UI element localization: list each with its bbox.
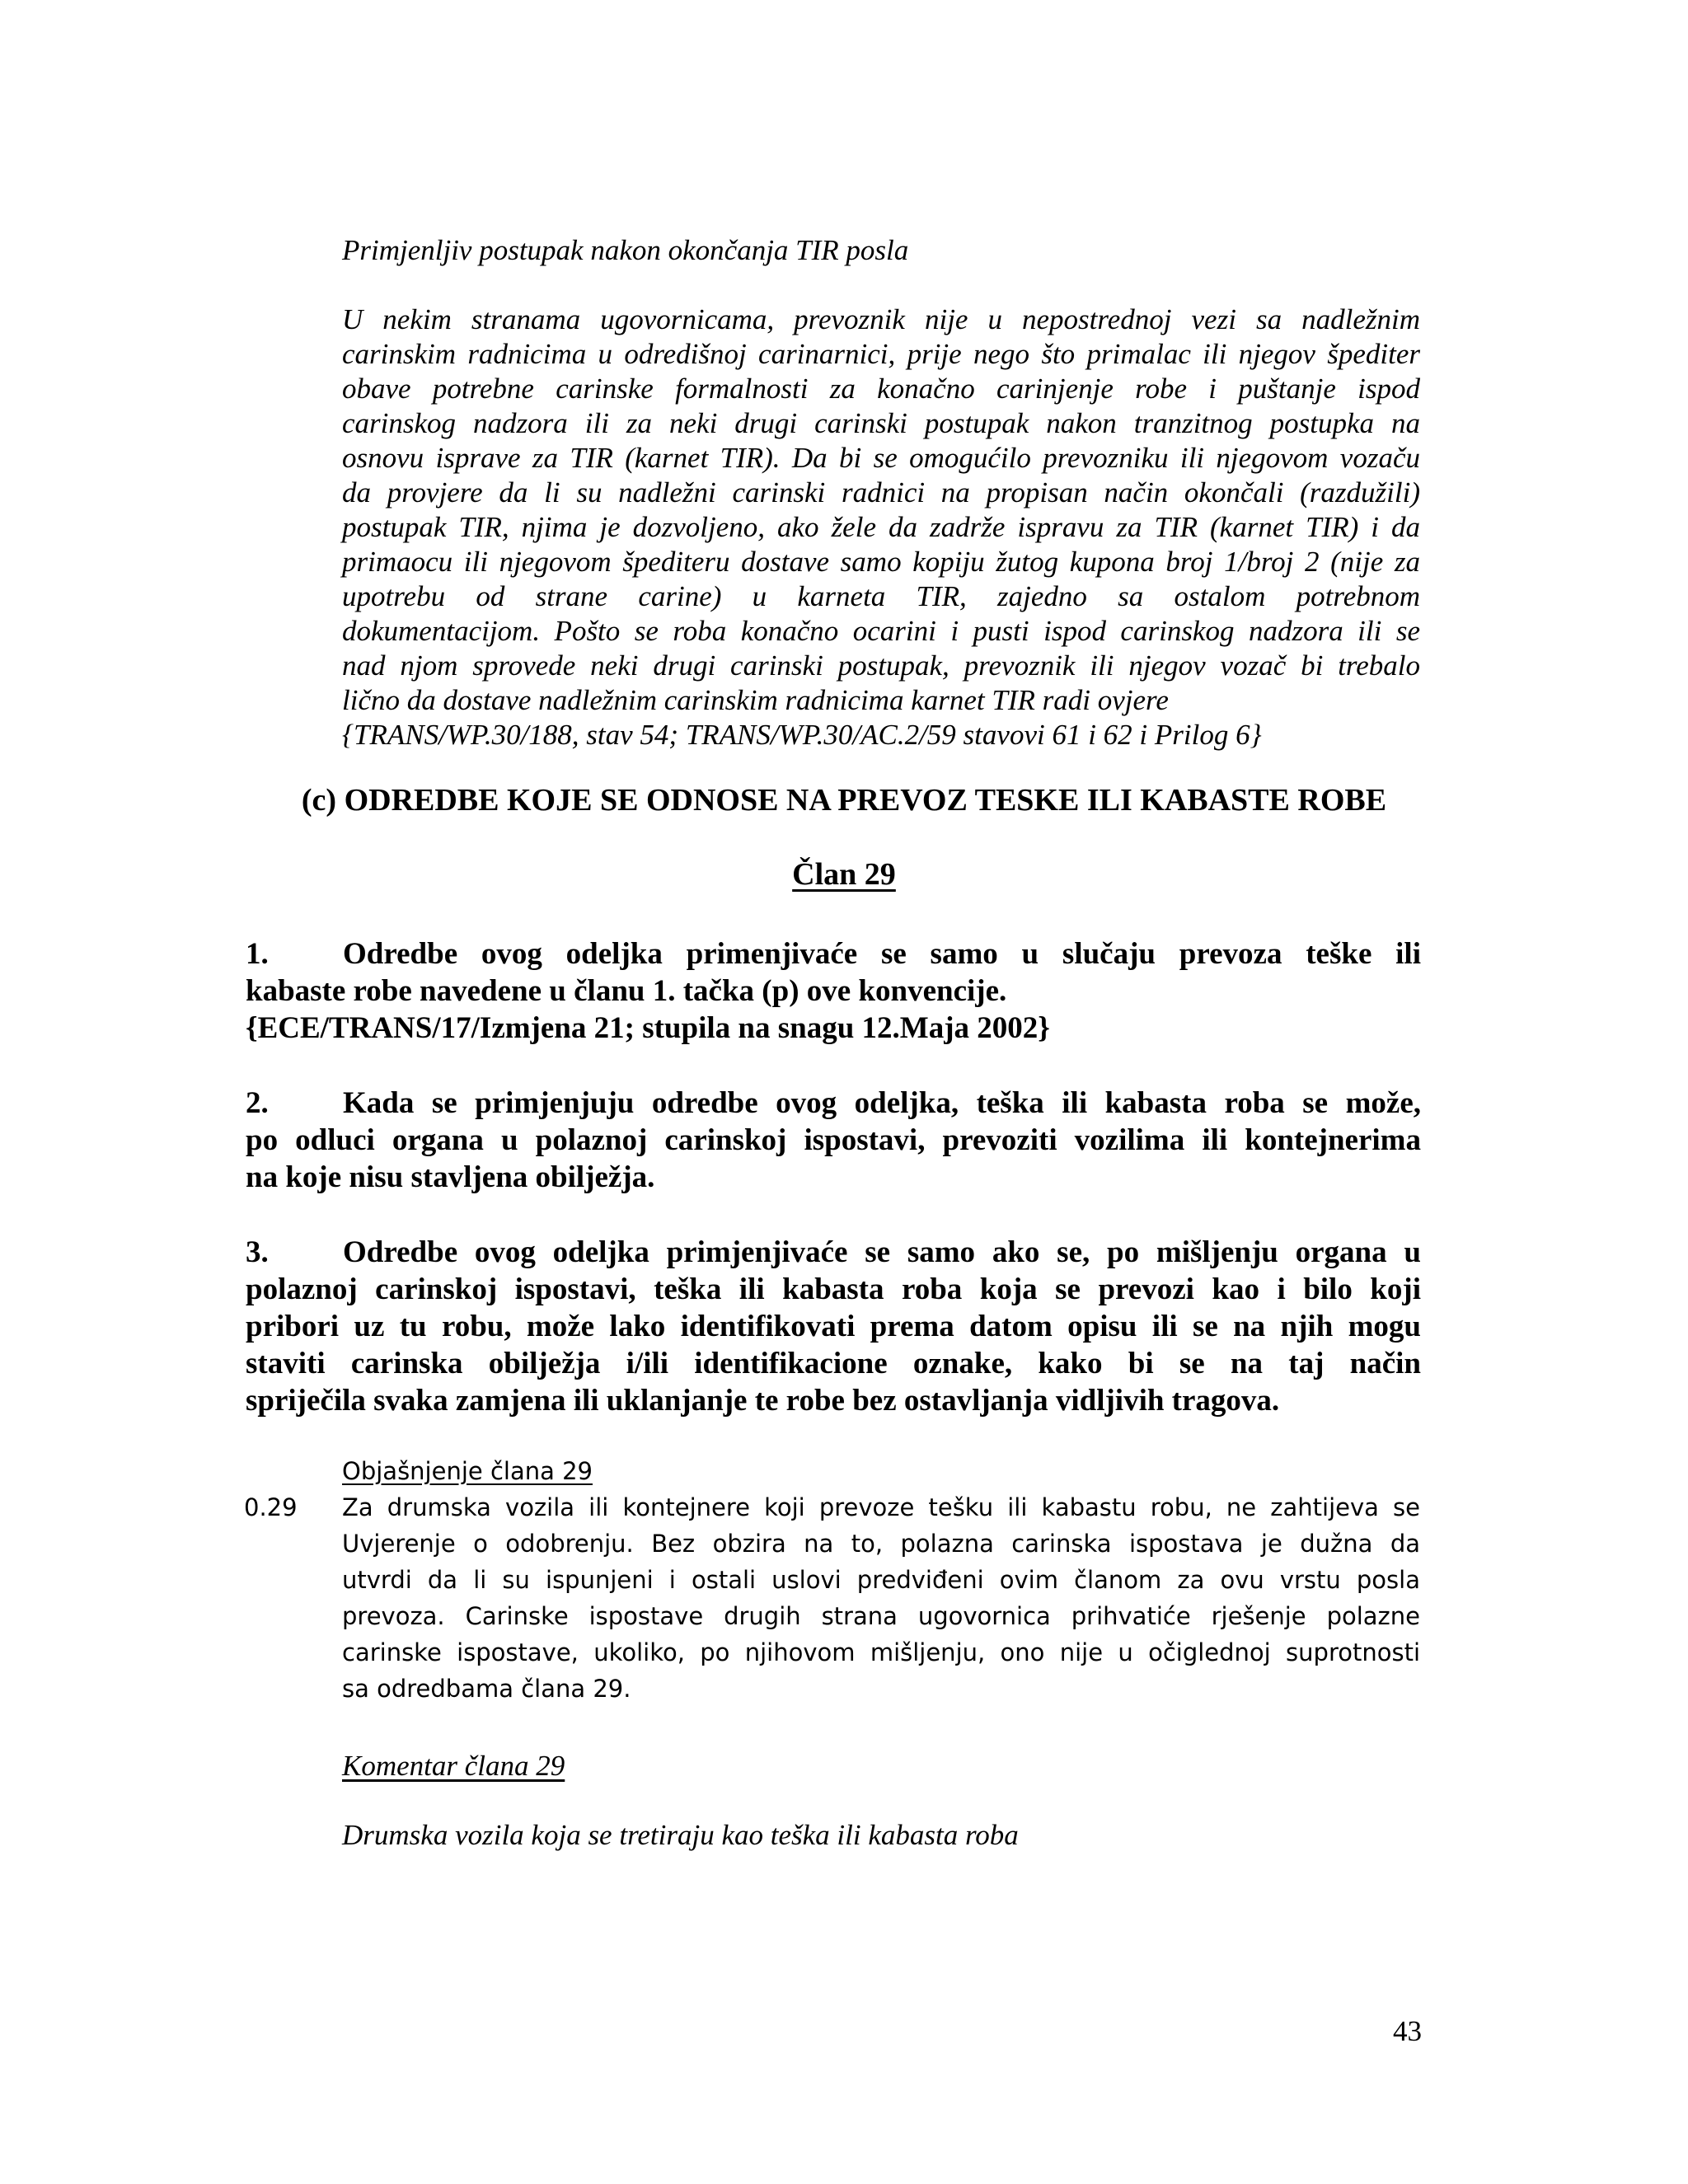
procedure-line: U nekim stranama ugovornicama, prevoznik nije u nepostrednoj vezi sa nadležnim <box>342 303 1420 335</box>
article-paragraph-1 <box>246 935 1421 1047</box>
explanation-line: prevoza. Carinske ispostave drugih strana ugovornica prihvatiće rješenje polazne <box>342 1602 1420 1630</box>
paragraph-line: kabaste robe navedene u članu 1. tačka (p) ove konvencije. <box>246 974 1007 1008</box>
explanation-line: Uvjerenje o odobrenju. Bez obzira na to, polazna carinska ispostava je dužna da <box>342 1530 1420 1558</box>
procedure-line: obave potrebne carinske formalnosti za konačno carinjenje robe i puštanje ispod <box>342 373 1420 405</box>
paragraph-number: 1. <box>246 937 269 971</box>
paragraph-line <box>246 1234 1421 1271</box>
procedure-paragraph <box>342 302 1420 752</box>
procedure-line: carinskog nadzora ili za neki drugi carinski postupak nakon tranzitnog postupka na <box>342 407 1420 439</box>
explanation-line: utvrdi da li su ispunjeni i ostali uslovi predviđeni ovim članom za ovu vrstu posla <box>342 1566 1420 1594</box>
article-paragraph-2 <box>246 1085 1421 1196</box>
procedure-line: osnovu isprave za TIR (karnet TIR). Da bi se omogućilo prevozniku ili njegovom vozaču <box>342 442 1420 474</box>
comment-heading-text: Komentar člana 29 <box>342 1750 565 1782</box>
explanation-body <box>342 1489 1420 1707</box>
explanation-number: 0.29 <box>244 1493 298 1521</box>
paragraph-line: staviti carinska obilježja i/ili identifikacione oznake, kako bi se na taj način <box>246 1347 1421 1380</box>
paragraph-line: na koje nisu stavljena obilježja. <box>246 1160 655 1194</box>
explanation-line: carinske ispostave, ukoliko, po njihovom mišljenju, ono nije u očiglednoj suprotnosti <box>342 1638 1420 1666</box>
paragraph-line: spriječila svaka zamjena ili uklanjanje te robe bez ostavljanja vidljivih tragova. <box>246 1384 1280 1418</box>
procedure-line: lično da dostave nadležnim carinskim radnicima karnet TIR radi ovjere <box>342 684 1169 716</box>
paragraph-line: po odluci organa u polaznoj carinskoj ispostavi, prevoziti vozilima ili kontejnerima <box>246 1123 1421 1157</box>
paragraph-text: Odredbe ovog odeljka primenjivaće se samo u slučaju prevoza teške ili <box>343 937 1421 971</box>
article-paragraph-3 <box>246 1234 1421 1419</box>
paragraph-line <box>246 1085 1421 1122</box>
article-title-text: Član 29 <box>792 857 896 892</box>
section-heading: (c) ODREDBE KOJE SE ODNOSE NA PREVOZ TESKE ILI KABASTE ROBE <box>301 783 1387 818</box>
procedure-reference: {TRANS/WP.30/188, stav 54; TRANS/WP.30/AC.2/59 stavovi 61 i 62 i Prilog 6} <box>342 719 1262 751</box>
explanation-heading: Objašnjenje člana 29 <box>342 1457 593 1485</box>
procedure-line: dokumentacijom. Pošto se roba konačno ocarini i pusti ispod carinskog nadzora ili se <box>342 615 1420 647</box>
article-title <box>0 855 1688 893</box>
paragraph-number: 3. <box>246 1235 269 1269</box>
procedure-line: carinskim radnicima u odredišnoj carinarnici, prije nego što primalac ili njegov špediter <box>342 338 1420 370</box>
page-number: 43 <box>1393 2015 1422 2047</box>
procedure-heading: Primjenljiv postupak nakon okončanja TIR posla <box>342 234 909 266</box>
comment-heading <box>342 1749 565 1783</box>
explanation-line: Za drumska vozila ili kontejnere koji prevoze tešku ili kabastu robu, ne zahtijeva se <box>342 1493 1420 1521</box>
explanation-line: sa odredbama člana 29. <box>342 1675 631 1703</box>
paragraph-text: Odredbe ovog odeljka primjenjivaće se samo ako se, po mišljenju organa u <box>343 1235 1421 1269</box>
paragraph-line: pribori uz tu robu, može lako identifikovati prema datom opisu ili se na njih mogu <box>246 1310 1421 1343</box>
paragraph-line <box>246 935 1421 972</box>
paragraph-line: polaznoj carinskoj ispostavi, teška ili kabasta roba koja se prevozi kao i bilo koji <box>246 1272 1421 1306</box>
paragraph-text: Kada se primjenjuju odredbe ovog odeljka, teška ili kabasta roba se može, <box>343 1086 1421 1120</box>
procedure-line: da provjere da li su nadležni carinski radnici na propisan način okončali (razdužili) <box>342 476 1420 509</box>
paragraph-number: 2. <box>246 1086 269 1120</box>
paragraph-reference: {ECE/TRANS/17/Izmjena 21; stupila na snagu 12.Maja 2002} <box>246 1011 1050 1045</box>
procedure-line: upotrebu od strane carine) u karneta TIR, zajedno sa ostalom potrebnom <box>342 580 1420 612</box>
road-vehicles-heading: Drumska vozila koja se tretiraju kao teška ili kabasta roba <box>342 1819 1019 1851</box>
procedure-line: nad njom sprovede neki drugi carinski postupak, prevoznik ili njegov vozač bi trebalo <box>342 649 1420 682</box>
procedure-line: primaocu ili njegovom špediteru dostave samo kopiju žutog kupona broj 1/broj 2 (nije za <box>342 546 1420 578</box>
procedure-line: postupak TIR, njima je dozvoljeno, ako žele da zadrže ispravu za TIR (karnet TIR) i da <box>342 511 1420 543</box>
